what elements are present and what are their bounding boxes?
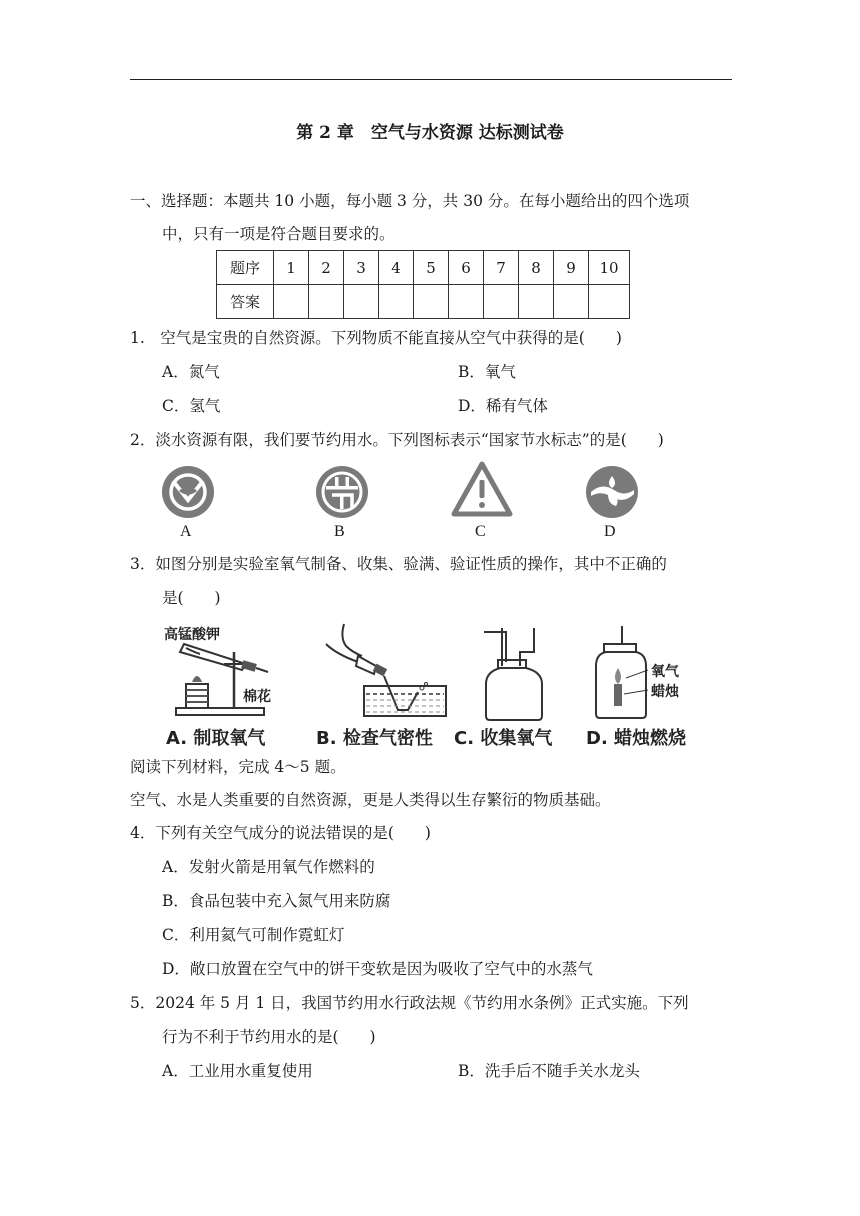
answer-table-head-label: 题序 [217, 251, 274, 285]
water-saving-mark-icon[interactable] [584, 464, 640, 520]
label-cotton: 棉花 [243, 689, 271, 705]
answer-table [216, 250, 630, 319]
q2-stem: 2．淡水资源有限，我们要节约用水。下列图标表示“国家节水标志”的是( ) [130, 431, 664, 449]
q1-option-c[interactable]: C．氢气 [162, 397, 221, 415]
q2-label-b: B [334, 523, 345, 540]
label-oxygen: 氧气 [651, 664, 679, 680]
answer-table-num-2: 2 [309, 251, 344, 285]
label-kmno4: 高锰酸钾 [164, 627, 220, 643]
answer-table-num-6: 6 [449, 251, 484, 285]
q5-stem-line1: 5．2024 年 5 月 1 日，我国节约用水行政法规《节约用水条例》正式实施。下列 [130, 994, 689, 1012]
answer-cell[interactable] [309, 285, 344, 319]
q4-option-c[interactable]: C．利用氦气可制作霓虹灯 [162, 926, 345, 944]
answer-table-num-4: 4 [379, 251, 414, 285]
gas-collection-diagram [476, 626, 552, 722]
q4-stem: 4．下列有关空气成分的说法错误的是( ) [130, 824, 431, 842]
answer-cell[interactable] [379, 285, 414, 319]
caption-d: D. 蜡烛燃烧 [586, 728, 687, 749]
q1-option-b[interactable]: B．氧气 [458, 363, 516, 381]
answer-cell[interactable] [274, 285, 309, 319]
answer-table-num-5: 5 [414, 251, 449, 285]
airtightness-check-diagram [318, 622, 448, 722]
answer-table-answer-label: 答案 [217, 285, 274, 319]
reading-intro: 阅读下列材料，完成 4～5 题。 [130, 758, 346, 776]
answer-cell[interactable] [589, 285, 630, 319]
section1-line1: 一、选择题：本题共 10 小题，每小题 3 分，共 30 分。在每小题给出的四个选项 [130, 192, 690, 210]
q5-stem-line2: 行为不利于节约用水的是( ) [162, 1028, 376, 1046]
q2-label-d: D [604, 523, 616, 540]
q4-option-d[interactable]: D．敞口放置在空气中的饼干变软是因为吸收了空气中的水蒸气 [162, 960, 593, 978]
answer-cell[interactable] [484, 285, 519, 319]
answer-table-row-answers [217, 285, 630, 319]
answer-cell[interactable] [554, 285, 589, 319]
section1-line2: 中，只有一项是符合题目要求的。 [162, 225, 395, 243]
reading-material: 空气、水是人类重要的自然资源，更是人类得以生存繁衍的物质基础。 [130, 791, 611, 809]
answer-table-num-9: 9 [554, 251, 589, 285]
answer-table-num-10: 10 [589, 251, 630, 285]
q5-option-a[interactable]: A．工业用水重复使用 [162, 1062, 313, 1080]
q5-option-b[interactable]: B．洗手后不随手关水龙头 [458, 1062, 640, 1080]
energy-saving-mark-icon[interactable] [314, 464, 370, 520]
q1-option-a[interactable]: A．氮气 [162, 363, 220, 381]
q4-option-b[interactable]: B．食品包装中充入氮气用来防腐 [162, 892, 391, 910]
q4-option-a[interactable]: A．发射火箭是用氧气作燃料的 [162, 858, 375, 876]
q2-label-c: C [475, 523, 486, 540]
q1-stem: 1. 空气是宝贵的自然资源。下列物质不能直接从空气中获得的是( ) [130, 329, 622, 347]
q2-label-a: A [180, 523, 192, 540]
answer-cell[interactable] [344, 285, 379, 319]
header-rule [130, 79, 732, 80]
answer-table-num-1: 1 [274, 251, 309, 285]
caption-a: A. 制取氧气 [166, 728, 266, 749]
caption-c: C. 收集氧气 [454, 728, 553, 749]
answer-table-num-3: 3 [344, 251, 379, 285]
answer-cell[interactable] [414, 285, 449, 319]
caption-b: B. 检查气密性 [316, 728, 433, 749]
answer-table-row-numbers [217, 251, 630, 285]
answer-cell[interactable] [519, 285, 554, 319]
q1-option-d[interactable]: D．稀有气体 [458, 397, 548, 415]
label-candle: 蜡烛 [651, 684, 679, 700]
warning-triangle-icon[interactable] [450, 460, 514, 518]
answer-cell[interactable] [449, 285, 484, 319]
q3-stem-line1: 3．如图分别是实验室氧气制备、收集、验满、验证性质的操作，其中不正确的 [130, 555, 667, 573]
answer-table-num-7: 7 [484, 251, 519, 285]
answer-table-num-8: 8 [519, 251, 554, 285]
q3-stem-line2: 是( ) [162, 589, 221, 607]
quality-mark-icon[interactable] [160, 464, 216, 520]
page-title: 第 2 章 空气与水资源 达标测试卷 [296, 123, 564, 143]
